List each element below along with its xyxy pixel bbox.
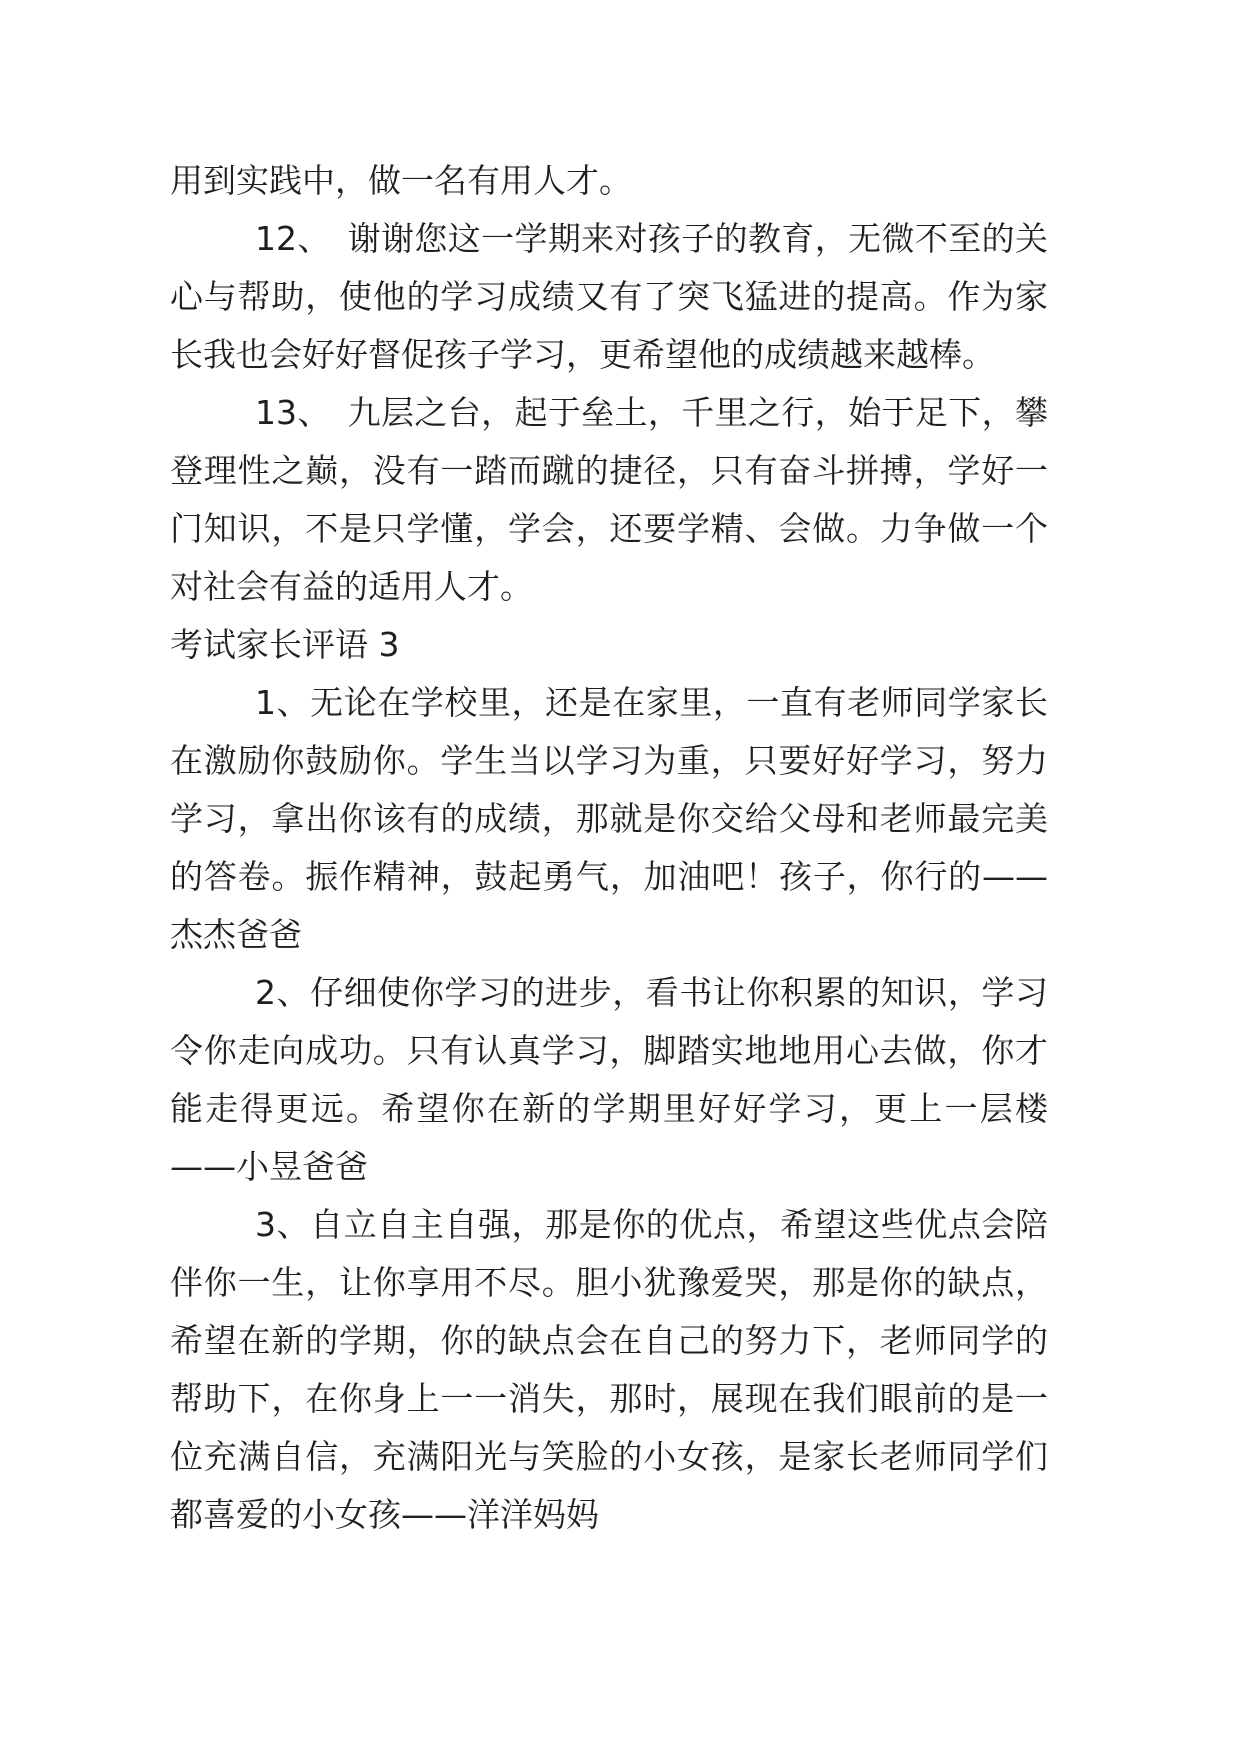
paragraph-item-2 [170,964,1048,1196]
text-line: 能走得更远。希望你在新的学期里好好学习，更上一层楼 [170,1089,1048,1128]
text-line: 学习，拿出你该有的成绩，那就是你交给父母和老师最完美 [170,799,1048,838]
text-line: 登理性之巅，没有一踏而蹴的捷径，只有奋斗拼搏，学好一 [170,451,1048,490]
text-line: 位充满自信，充满阳光与笑脸的小女孩，是家长老师同学们 [170,1437,1048,1476]
paragraph-item-1 [170,674,1048,964]
paragraph-item-13 [170,384,1048,616]
text-line: 1、无论在学校里，还是在家里，一直有老师同学家长 [255,683,1048,722]
document-body [170,152,1048,1544]
text-line: 伴你一生，让你享用不尽。胆小犹豫爱哭，那是你的缺点， [170,1263,1048,1302]
text-line: 长我也会好好督促孩子学习，更希望他的成绩越来越棒。 [170,335,995,374]
paragraph-continuation [170,152,1048,210]
text-line: 13、 九层之台，起于垒土，千里之行，始于足下，攀 [255,393,1048,432]
text-line: 对社会有益的适用人才。 [170,567,533,606]
text-line: 在激励你鼓励你。学生当以学习为重，只要好好学习，努力 [170,741,1048,780]
paragraph-item-3 [170,1196,1048,1544]
text-line: 希望在新的学期，你的缺点会在自己的努力下，老师同学的 [170,1321,1048,1360]
text-line: 用到实践中，做一名有用人才。 [170,161,632,200]
text-line: 3、自立自主自强，那是你的优点，希望这些优点会陪 [255,1205,1048,1244]
text-line: 令你走向成功。只有认真学习，脚踏实地地用心去做，你才 [170,1031,1048,1070]
text-line: 12、 谢谢您这一学期来对孩子的教育，无微不至的关 [255,219,1048,258]
text-line: 门知识，不是只学懂，学会，还要学精、会做。力争做一个 [170,509,1048,548]
section-heading [170,616,1048,674]
text-line: 的答卷。振作精神，鼓起勇气，加油吧！孩子，你行的—— [170,857,1048,896]
paragraph-item-12 [170,210,1048,384]
signature-line: ——小昱爸爸 [170,1147,368,1186]
text-line: 2、仔细使你学习的进步，看书让你积累的知识，学习 [255,973,1048,1012]
section-heading-text: 考试家长评语 3 [170,625,400,664]
text-line: 心与帮助，使他的学习成绩又有了突飞猛进的提高。作为家 [170,277,1048,316]
signature-line: 都喜爱的小女孩——洋洋妈妈 [170,1495,599,1534]
signature-line: 杰杰爸爸 [170,915,302,954]
text-line: 帮助下，在你身上一一消失，那时，展现在我们眼前的是一 [170,1379,1048,1418]
